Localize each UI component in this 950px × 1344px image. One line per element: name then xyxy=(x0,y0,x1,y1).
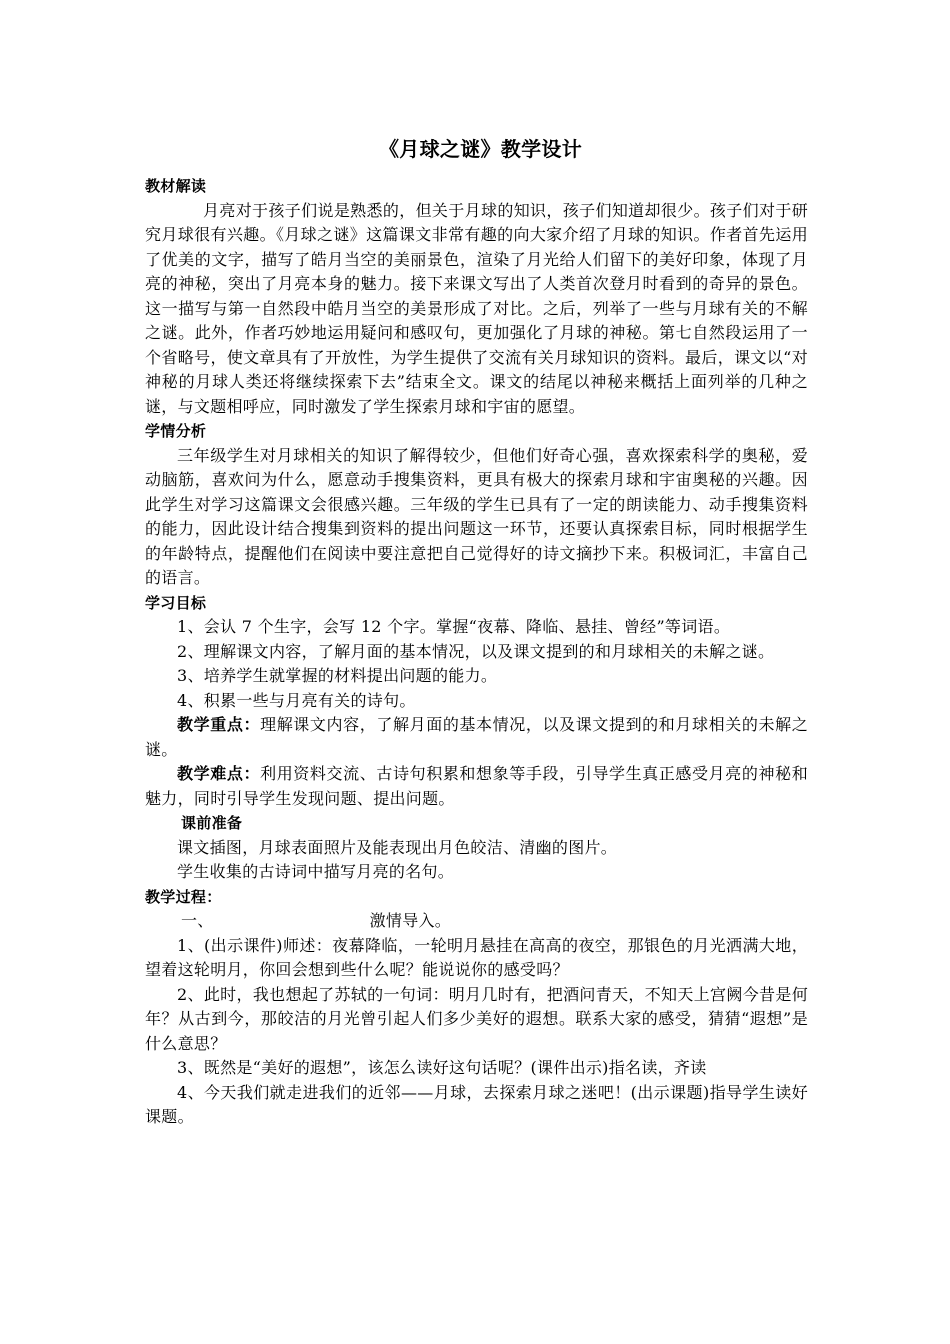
section-learning-goals xyxy=(145,591,808,812)
teaching-difficulty xyxy=(145,762,808,811)
process-item: 1、(出示课件)师述：夜幕降临，一轮明月悬挂在高高的夜空，那银色的月光洒满大地，望着这轮明月，你回会想到些什么呢？能说说你的感受吗？ xyxy=(145,935,808,979)
section-teaching-process xyxy=(145,885,808,1130)
step-number: 一、 xyxy=(181,911,214,930)
section-preparation xyxy=(145,811,808,885)
section-heading-material: 教材解读 xyxy=(145,177,207,195)
goal-item: 2、理解课文内容，了解月面的基本情况，以及课文提到的和月球相关的未解之谜。 xyxy=(177,641,775,661)
goal-item: 1、会认 7 个生字，会写 12 个字。掌握“夜幕、降临、悬挂、曾经”等词语。 xyxy=(177,617,731,636)
material-paragraph: 月亮对于孩子们说是熟悉的，但关于月球的知识，孩子们知道却很少。孩子们对于研究月球很有兴趣。《月球之谜》这篇课文非常有趣的向大家介绍了月球的知识。作者首先运用了优美的文字，描写了皓月当空的美丽景色，渲染了月光给人们留下的美好印象，体现了月亮的神秘，突出了月亮本身的魅力。接下来课文写出了人类首次登月时看到的奇异的景色。这一描写与第一自然段中皓月当空的美景形成了对比。之后，列举了一些与月球有关的不解之谜。此外，作者巧妙地运用疑问和感叹句，更加强化了月球的神秘。第七自然段运用了一个省略号，使文章具有了开放性，为学生提供了交流有关月球知识的资料。最后，课文以“对神秘的月球人类还将继续探索下去”结束全文。课文的结尾以神秘来概括上面列举的几种之谜，与文题相呼应，同时激发了学生探索月球和宇宙的愿望。 xyxy=(145,200,808,416)
process-item: 4、今天我们就走进我们的近邻——月球，去探索月球之迷吧！(出示课题)指导学生读好课题。 xyxy=(145,1082,808,1126)
difficulty-text: 利用资料交流、古诗句积累和想象等手段，引导学生真正感受月亮的神秘和魅力，同时引导学生发现问题、提出问题。 xyxy=(145,764,808,808)
section-material-analysis xyxy=(145,174,808,419)
process-step-heading xyxy=(145,909,808,934)
section-student-analysis xyxy=(145,419,808,591)
prep-item: 学生收集的古诗词中描写月亮的名句。 xyxy=(177,862,455,881)
section-heading-goals: 学习目标 xyxy=(145,593,207,612)
teaching-key-point xyxy=(145,713,808,762)
step-title: 激情导入。 xyxy=(369,911,452,930)
students-paragraph: 三年级学生对月球相关的知识了解得较少，但他们好奇心强，喜欢探索科学的奥秘，爱动脑筋，喜欢问为什么，愿意动手搜集资料，更具有极大的探索月球和宇宙奥秘的兴趣。因此学生对学习这篇课文会很感兴趣。三年级的学生已具有了一定的朗读能力、动手搜集资料的能力，因此设计结合搜集到资料的提出问题这一环节，还要认真探索目标，同时根据学生的年龄特点，提醒他们在阅读中要注意把自己觉得好的诗文摘抄下来。积极词汇，丰富自己的语言。 xyxy=(145,445,808,587)
prep-item: 课文插图，月球表面照片及能表现出月色皎洁、清幽的图片。 xyxy=(177,837,618,857)
key-point-label: 教学重点： xyxy=(177,715,261,734)
difficulty-label: 教学难点： xyxy=(177,764,261,783)
process-item: 3、既然是“美好的遐想”，该怎么读好这句话呢？(课件出示)指名读，齐读 xyxy=(177,1058,707,1077)
goal-item: 3、培养学生就掌握的材料提出问题的能力。 xyxy=(177,666,498,685)
document-title: 《月球之谜》教学设计 xyxy=(379,137,582,161)
goal-item: 4、积累一些与月亮有关的诗句。 xyxy=(177,690,416,710)
process-item: 2、此时，我也想起了苏轼的一句词：明月几时有，把酒问青天，不知天上宫阙今昔是何年？从古到今，那皎洁的月光曾引起人们多少美好的遐想。联系大家的感受，猜猜“遐想”是什么意思？ xyxy=(145,984,808,1053)
section-heading-prep: 课前准备 xyxy=(181,814,243,832)
section-heading-process: 教学过程： xyxy=(145,887,222,906)
section-heading-students: 学情分析 xyxy=(145,422,207,440)
key-point-text: 理解课文内容，了解月面的基本情况，以及课文提到的和月球相关的未解之谜。 xyxy=(145,715,808,759)
